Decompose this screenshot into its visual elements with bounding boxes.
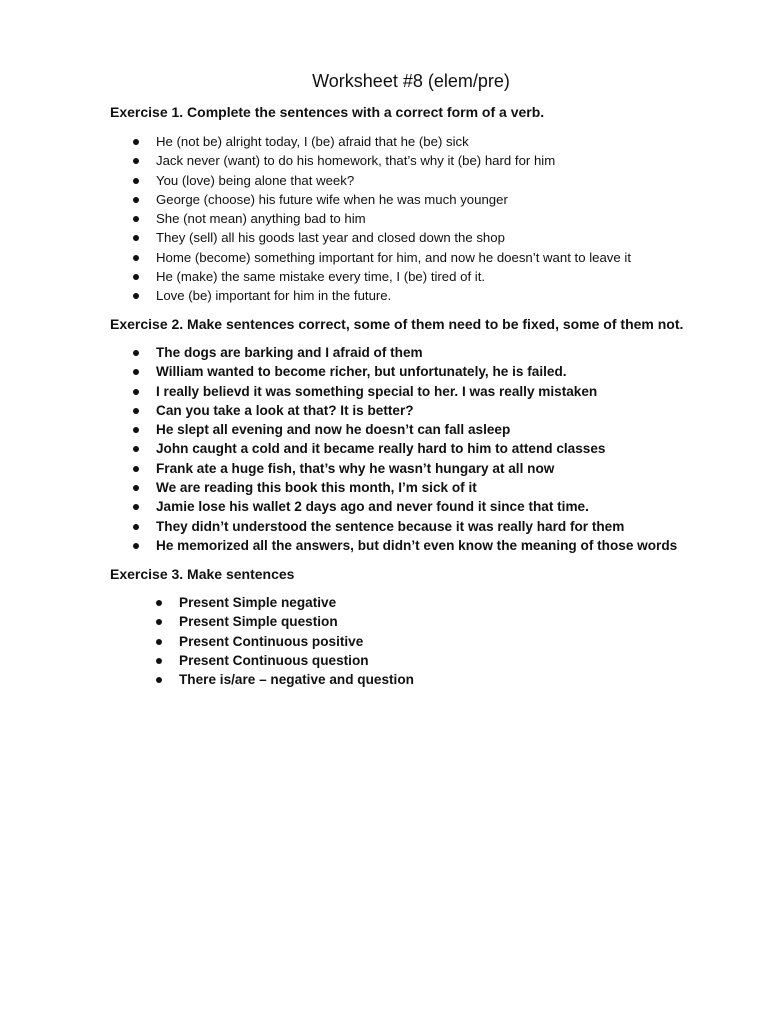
bullet-icon xyxy=(156,677,162,683)
bullet-icon xyxy=(156,639,162,645)
list-item xyxy=(156,382,677,401)
list-item-text: There is/are – negative and question xyxy=(179,672,414,688)
list-item xyxy=(179,612,414,631)
list-item-text: George (choose) his future wife when he was much younger xyxy=(156,191,508,207)
page-title: Worksheet #8 (elem/pre) xyxy=(312,71,510,91)
list-item xyxy=(156,190,631,209)
list-item xyxy=(156,132,631,151)
list-item xyxy=(156,439,677,458)
bullet-icon xyxy=(133,197,139,203)
list-item-text: You (love) being alone that week? xyxy=(156,172,355,188)
bullet-icon xyxy=(133,543,139,549)
bullet-icon xyxy=(133,504,139,510)
list-item xyxy=(179,670,414,689)
bullet-icon xyxy=(133,274,139,280)
list-item xyxy=(156,497,677,516)
exercise-2-list xyxy=(156,343,677,555)
bullet-icon xyxy=(133,216,139,222)
bullet-icon xyxy=(133,350,139,356)
bullet-icon xyxy=(156,600,162,606)
list-item xyxy=(179,593,414,612)
bullet-icon xyxy=(133,389,139,395)
list-item-text: Jack never (want) to do his homework, that’s why it (be) hard for him xyxy=(156,153,556,169)
list-item xyxy=(179,632,414,651)
list-item-text: They didn’t understood the sentence because it was really hard for them xyxy=(156,518,625,534)
list-item-text: Present Simple question xyxy=(179,614,338,630)
bullet-icon xyxy=(156,619,162,625)
bullet-icon xyxy=(133,255,139,261)
list-item-text: Frank ate a huge fish, that’s why he wasn’t hungary at all now xyxy=(156,460,555,476)
bullet-icon xyxy=(133,158,139,164)
list-item-text: Can you take a look at that? It is better? xyxy=(156,402,414,418)
list-item xyxy=(156,286,631,305)
list-item-text: We are reading this book this month, I’m sick of it xyxy=(156,480,477,496)
bullet-icon xyxy=(133,139,139,145)
list-item-text: He slept all evening and now he doesn’t can fall asleep xyxy=(156,422,511,438)
list-item-text: She (not mean) anything bad to him xyxy=(156,211,366,227)
bullet-icon xyxy=(133,446,139,452)
list-item-text: He (not be) alright today, I (be) afraid that he (be) sick xyxy=(156,134,469,149)
list-item-text: Present Continuous question xyxy=(179,652,369,668)
exercise-1-heading: Exercise 1. Complete the sentences with a correct form of a verb. xyxy=(110,104,545,120)
list-item-text: Love (be) important for him in the future. xyxy=(156,288,392,304)
list-item xyxy=(156,267,631,286)
list-item xyxy=(156,171,631,190)
list-item-text: He memorized all the answers, but didn’t even know the meaning of those words xyxy=(156,537,678,553)
list-item xyxy=(156,536,677,555)
bullet-icon xyxy=(133,235,139,241)
bullet-icon xyxy=(156,658,162,664)
list-item-text: Present Continuous positive xyxy=(179,633,364,649)
list-item-text: I really believd it was something special to her. I was really mistaken xyxy=(156,383,598,399)
bullet-icon xyxy=(133,293,139,299)
list-item-text: John caught a cold and it became really hard to him to attend classes xyxy=(156,441,606,457)
list-item xyxy=(156,151,631,170)
list-item xyxy=(156,517,677,536)
list-item xyxy=(156,362,677,381)
bullet-icon xyxy=(133,466,139,472)
bullet-icon xyxy=(133,408,139,414)
list-item xyxy=(156,420,677,439)
list-item-text: Home (become) something important for him, and now he doesn’t want to leave it xyxy=(156,249,631,265)
list-item-text: He (make) the same mistake every time, I (be) tired of it. xyxy=(156,269,486,285)
list-item xyxy=(156,248,631,267)
exercise-3-list xyxy=(179,593,414,689)
list-item-text: William wanted to become richer, but unfortunately, he is failed. xyxy=(156,364,567,380)
list-item xyxy=(156,209,631,228)
bullet-icon xyxy=(133,427,139,433)
list-item xyxy=(156,401,677,420)
exercise-3-heading: Exercise 3. Make sentences xyxy=(110,566,295,582)
list-item-text: They (sell) all his goods last year and closed down the shop xyxy=(156,230,505,246)
list-item-text: Present Simple negative xyxy=(179,595,337,610)
list-item-text: Jamie lose his wallet 2 days ago and never found it since that time. xyxy=(156,499,589,515)
list-item-text: The dogs are barking and I afraid of them xyxy=(156,345,423,360)
bullet-icon xyxy=(133,524,139,530)
bullet-icon xyxy=(133,369,139,375)
exercise-1-list xyxy=(156,132,631,306)
list-item xyxy=(179,651,414,670)
list-item xyxy=(156,478,677,497)
list-item xyxy=(156,228,631,247)
list-item xyxy=(156,459,677,478)
bullet-icon xyxy=(133,485,139,491)
bullet-icon xyxy=(133,178,139,184)
list-item xyxy=(156,343,677,362)
exercise-2-heading: Exercise 2. Make sentences correct, some of them need to be fixed, some of them not. xyxy=(110,316,684,332)
